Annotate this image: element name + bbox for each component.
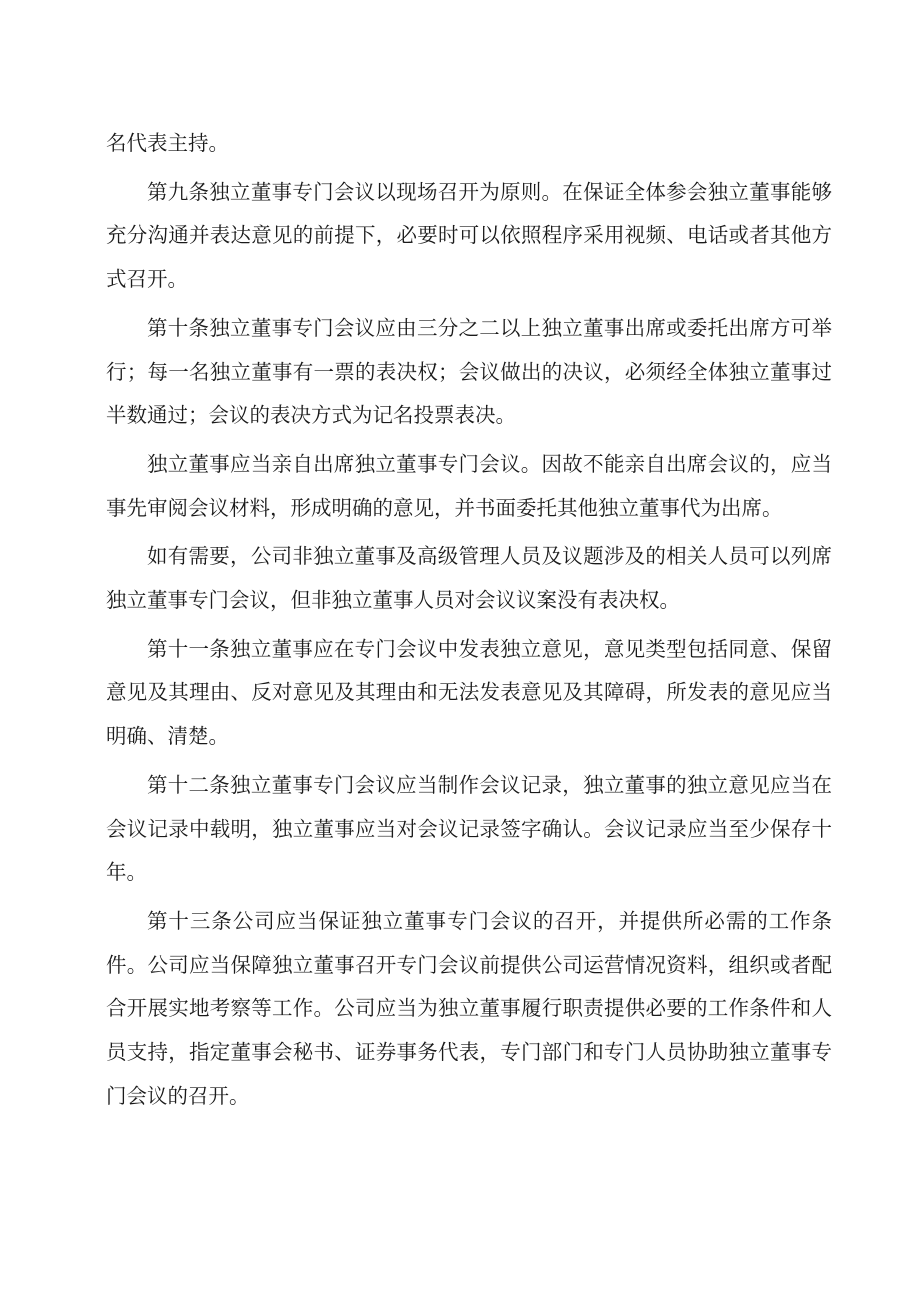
paragraph-article-12: 第十二条独立董事专门会议应当制作会议记录，独立董事的独立意见应当在会议记录中载明，独立董事应当对会议记录签字确认。会议记录应当至少保存十年。 <box>106 772 832 885</box>
document-body <box>106 122 832 1123</box>
paragraph-continuation: 名代表主持。 <box>106 131 229 155</box>
paragraph-attendance: 独立董事应当亲自出席独立董事专门会议。因故不能亲自出席会议的，应当事先审阅会议材料，形成明确的意见，并书面委托其他独立董事代为出席。 <box>106 451 832 520</box>
paragraph-article-10: 第十条独立董事专门会议应由三分之二以上独立董事出席或委托出席方可举行；每一名独立董事有一票的表决权；会议做出的决议，必须经全体独立董事过半数通过；会议的表决方式为记名投票表决。 <box>106 315 832 428</box>
paragraph-article-11: 第十一条独立董事应在专门会议中发表独立意见，意见类型包括同意、保留意见及其理由、反对意见及其理由和无法发表意见及其障碍，所发表的意见应当明确、清楚。 <box>106 636 832 749</box>
paragraph-observers: 如有需要，公司非独立董事及高级管理人员及议题涉及的相关人员可以列席独立董事专门会议，但非独立董事人员对会议议案没有表决权。 <box>106 544 832 613</box>
paragraph-article-13: 第十三条公司应当保证独立董事专门会议的召开，并提供所必需的工作条件。公司应当保障独立董事召开专门会议前提供公司运营情况资料，组织或者配合开展实地考察等工作。公司应当为独立董事履行职责提供必要的工作条件和人员支持，指定董事会秘书、证券事务代表，专门部门和专门人员协助独立董事专门会议的召开。 <box>106 908 832 1108</box>
paragraph-article-9: 第九条独立董事专门会议以现场召开为原则。在保证全体参会独立董事能够充分沟通并表达意见的前提下，必要时可以依照程序采用视频、电话或者其他方式召开。 <box>106 179 832 292</box>
